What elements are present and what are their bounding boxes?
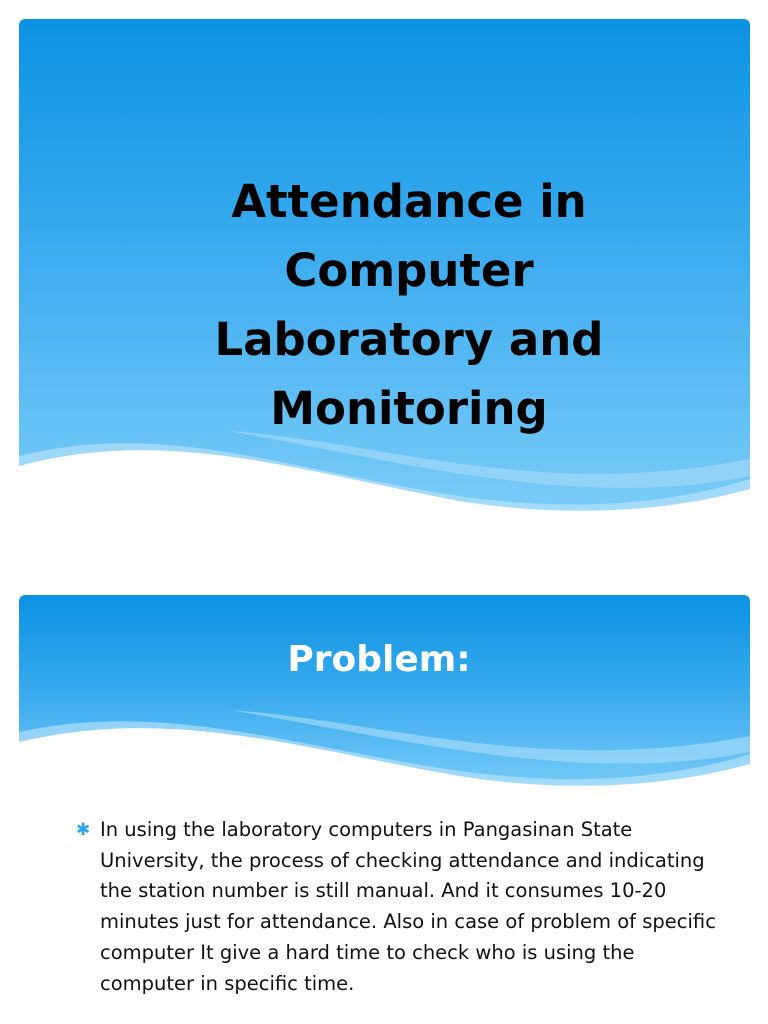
problem-heading: Problem: — [287, 639, 471, 680]
wave-decoration — [19, 431, 750, 521]
title-slide-header — [19, 19, 750, 521]
problem-slide-header — [19, 595, 750, 795]
wave-decoration — [19, 710, 750, 795]
asterisk-bullet-icon: ✱ — [76, 820, 91, 840]
problem-text: In using the laboratory computers in Pangasinan State University, the process of checking attendance and indicating the station number is still manual. And it consumes 10-20 minutes just for attendance. Also in case of problem of specific computer It give a hard time to check who is using the computer in specific time. — [100, 818, 716, 995]
slide-title: Attendance in Computer Laboratory and Monitoring — [214, 175, 604, 435]
problem-bullet — [76, 815, 716, 999]
